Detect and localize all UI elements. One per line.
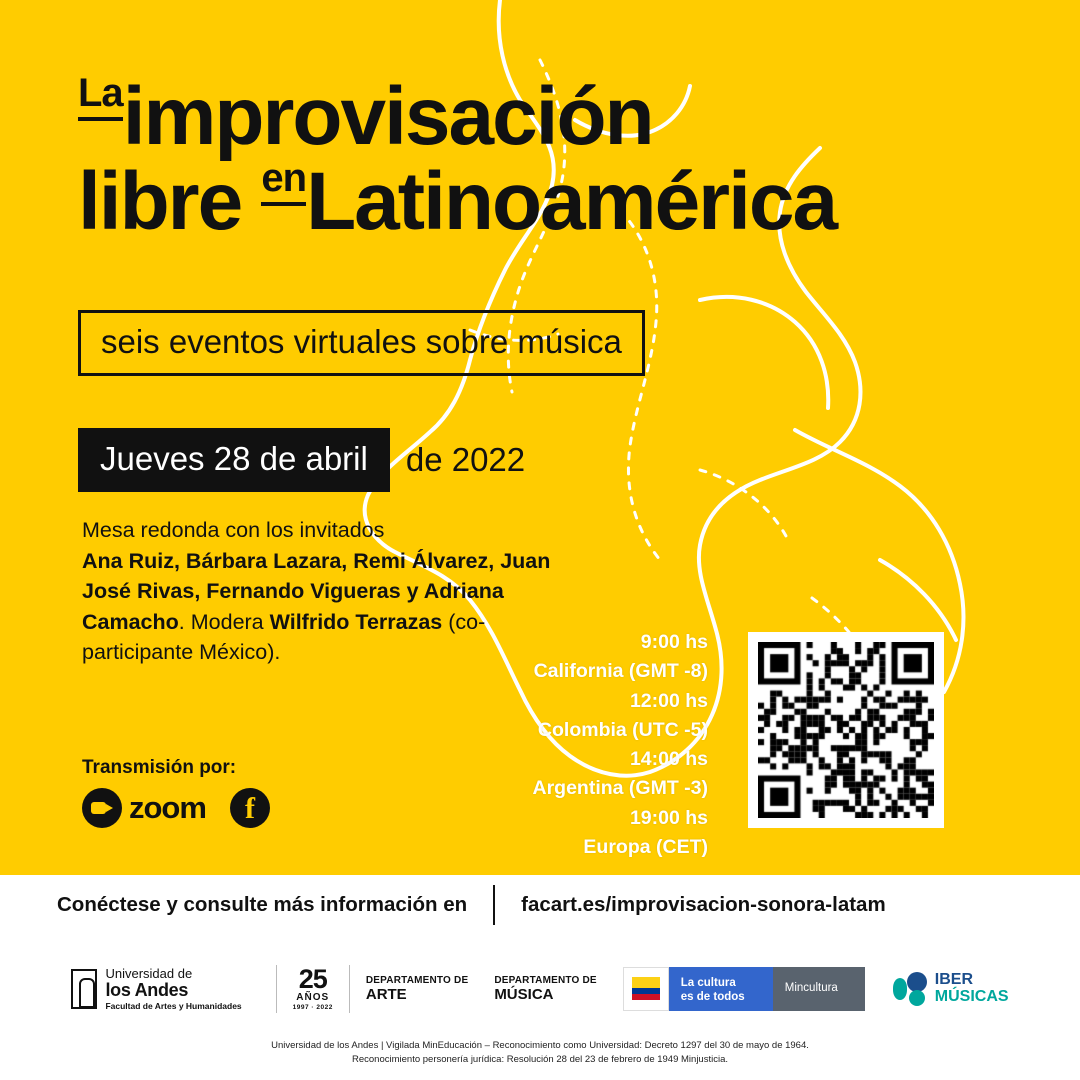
date-chip: Jueves 28 de abril bbox=[78, 428, 390, 492]
guests-names: Ana Ruiz, Bárbara Lazara, Remi Álvarez, Juan José Rivas, Fernando Vigueras y Adriana Camacho bbox=[82, 548, 551, 634]
date-year: de 2022 bbox=[405, 441, 526, 478]
title-improvisacion: improvisación bbox=[122, 71, 653, 162]
uniandes-line3: Facultad de Artes y Humanidades bbox=[105, 1000, 242, 1011]
uniandes-line2: los Andes bbox=[105, 979, 189, 1000]
subtitle-text: seis eventos virtuales sobre música bbox=[101, 323, 622, 360]
logo-departamento-musica bbox=[494, 975, 596, 1004]
legal-line-2: Reconocimiento personería jurídica: Resolución 28 del 23 de febrero de 1949 Minjusticia. bbox=[352, 1053, 728, 1065]
sponsor-logos bbox=[0, 953, 1080, 1025]
logo-uniandes bbox=[71, 967, 241, 1010]
qr-code-image bbox=[758, 642, 934, 818]
dept-musica-name: MÚSICA bbox=[494, 986, 554, 1004]
logo-departamento-arte bbox=[366, 975, 468, 1004]
legal-text bbox=[0, 1039, 1080, 1068]
ibermusicas-mark-icon bbox=[893, 972, 927, 1006]
zoom-label: zoom bbox=[129, 790, 206, 825]
uniandes-line1: Universidad de bbox=[105, 966, 193, 982]
time-zone-1: Colombia (UTC -5) bbox=[537, 718, 708, 741]
anniversary-number: 25 bbox=[298, 964, 327, 995]
guests-paragraph bbox=[82, 515, 552, 668]
dept-arte-top: DEPARTAMENTO DE bbox=[365, 974, 469, 986]
time-zone-3: Europa (CET) bbox=[583, 835, 708, 858]
cta-band bbox=[0, 875, 1080, 935]
uniandes-mark-icon bbox=[71, 969, 97, 1009]
time-zone-0: California (GMT -8) bbox=[533, 660, 708, 683]
facebook-icon[interactable] bbox=[230, 788, 270, 828]
dept-musica-top: DEPARTAMENTO DE bbox=[494, 974, 597, 986]
logo-divider-2 bbox=[349, 965, 350, 1013]
title-latinoamerica: Latinoamérica bbox=[306, 155, 837, 247]
facebook-glyph: f bbox=[244, 792, 255, 825]
zoom-link[interactable] bbox=[82, 788, 206, 828]
time-hour-0: 9:00 hs bbox=[640, 631, 708, 653]
gov-slogan bbox=[669, 967, 773, 1011]
guests-moderator-suffix: (co-participante México). bbox=[82, 609, 486, 665]
anniversary-years: 1997 · 2022 bbox=[292, 1004, 333, 1012]
cta-text: Conéctese y consulte más información en bbox=[57, 893, 468, 916]
guests-intro: Mesa redonda con los invitados bbox=[82, 518, 385, 542]
gov-slogan-line1: La cultura bbox=[680, 977, 736, 989]
time-hour-1: 12:00 hs bbox=[629, 689, 708, 712]
gov-ministry: Mincultura bbox=[773, 967, 865, 1011]
title-en: en bbox=[261, 156, 306, 206]
video-camera-icon bbox=[82, 788, 122, 828]
broadcast-icons bbox=[82, 788, 270, 828]
footer bbox=[0, 935, 1080, 1080]
anniversary-label: AÑOS bbox=[296, 992, 330, 1004]
iber-line2: MÚSICAS bbox=[934, 988, 1009, 1005]
dept-arte-name: ARTE bbox=[365, 986, 407, 1004]
title-libre: libre bbox=[78, 155, 242, 247]
poster-title bbox=[78, 71, 1038, 247]
time-zone-2: Argentina (GMT -3) bbox=[532, 777, 708, 800]
cta-url[interactable]: facart.es/improvisacion-sonora-latam bbox=[521, 893, 886, 916]
cta-divider bbox=[493, 885, 495, 925]
broadcast-label: Transmisión por: bbox=[82, 757, 237, 778]
logo-gobierno-colombia bbox=[623, 967, 865, 1011]
guests-moderator: Wilfrido Terrazas bbox=[269, 609, 443, 634]
gov-slogan-line2: es de todos bbox=[680, 991, 745, 1004]
legal-line-1: Universidad de los Andes | Vigilada MinEducación – Reconocimiento como Universidad: Decreto 1297 del 30 de mayo de 1964. bbox=[271, 1039, 809, 1051]
title-la: La bbox=[78, 71, 123, 121]
event-date bbox=[78, 428, 525, 492]
timezone-list bbox=[533, 628, 709, 862]
time-hour-2: 14:00 hs bbox=[629, 748, 708, 770]
logo-anniversary bbox=[293, 966, 333, 1012]
iber-line1: IBER bbox=[934, 971, 973, 989]
logo-ibermusicas bbox=[893, 972, 1009, 1006]
subtitle-box bbox=[78, 310, 645, 376]
time-hour-3: 19:00 hs bbox=[629, 806, 708, 829]
colombia-flag-icon bbox=[623, 967, 669, 1011]
qr-code[interactable] bbox=[748, 632, 944, 828]
guests-moderator-intro: . Modera bbox=[178, 609, 270, 634]
logo-divider-1 bbox=[276, 965, 277, 1013]
